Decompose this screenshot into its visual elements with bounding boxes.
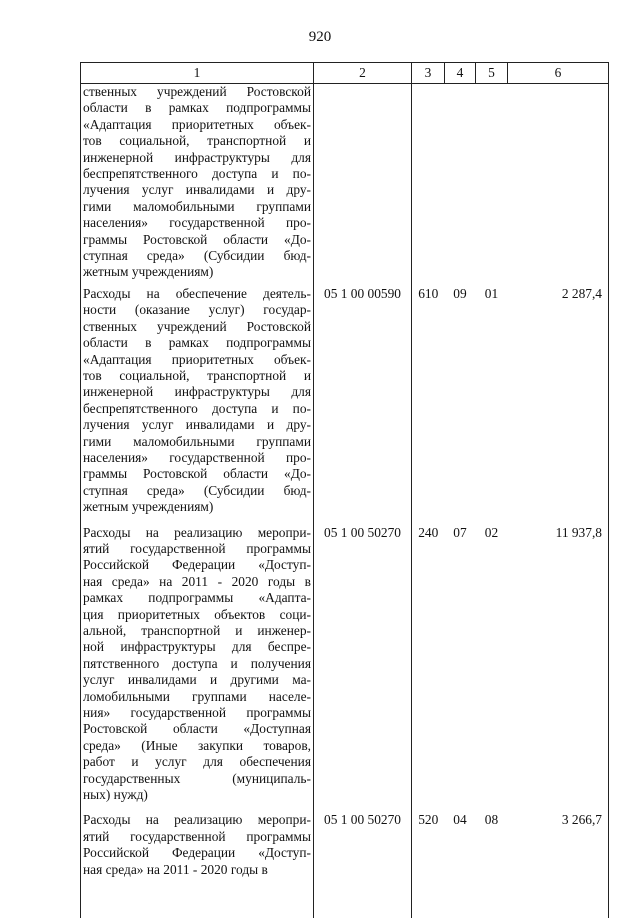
column-header: 1 — [81, 63, 314, 84]
description-line: ятий государственной программы — [83, 541, 311, 557]
table-body — [81, 84, 609, 918]
column-header: 2 — [314, 63, 412, 84]
description-line: Российской Федерации «Доступ- — [83, 557, 311, 573]
description-line: работ и услуг для обеспечения — [83, 754, 311, 770]
column-header: 4 — [445, 63, 476, 84]
row-description — [81, 84, 314, 286]
description-line: Расходы на обеспечение деятель- — [83, 286, 311, 302]
budget-classification-code: 05 1 00 00590 — [314, 286, 412, 525]
description-line: гими маломобильными группами — [83, 199, 311, 215]
description-line: населения» государственной про- — [83, 450, 311, 466]
description-line: гими маломобильными группами — [83, 434, 311, 450]
section-code: 04 — [445, 812, 476, 918]
description-line: тов социальной, транспортной и — [83, 133, 311, 149]
page-number: 920 — [0, 29, 640, 46]
description-line: ственных учреждений Ростовской — [83, 319, 311, 335]
description-line: ных) нужд) — [83, 787, 311, 803]
description-line: ция приоритетных объектов соци- — [83, 607, 311, 623]
budget-table — [80, 62, 609, 918]
section-code: 09 — [445, 286, 476, 525]
section-code: 07 — [445, 525, 476, 813]
description-line: беспрепятственного доступа и по- — [83, 401, 311, 417]
subsection-code: 02 — [476, 525, 508, 813]
column-header: 3 — [412, 63, 445, 84]
description-line: лучения услуг инвалидами и дру- — [83, 417, 311, 433]
row-description — [81, 812, 314, 918]
description-line: ния» государственной программы — [83, 705, 311, 721]
description-line: «Адаптация приоритетных объек- — [83, 117, 311, 133]
subsection-code: 08 — [476, 812, 508, 918]
description-line: инженерной инфраструктуры для — [83, 150, 311, 166]
budget-classification-code: 05 1 00 50270 — [314, 812, 412, 918]
description-line: ная среда» на 2011 - 2020 годы в — [83, 862, 311, 878]
column-header: 5 — [476, 63, 508, 84]
description-line: ности (оказание услуг) государ- — [83, 302, 311, 318]
description-line: инженерной инфраструктуры для — [83, 384, 311, 400]
description-line: ственных учреждений Ростовской — [83, 84, 311, 100]
description-line: беспрепятственного доступа и по- — [83, 166, 311, 182]
description-line: ступная среда» (Субсидии бюд- — [83, 483, 311, 499]
row-description — [81, 525, 314, 813]
description-line: государственных (муниципаль- — [83, 771, 311, 787]
table-row — [81, 286, 609, 525]
description-line: области в рамках подпрограммы — [83, 100, 311, 116]
row-description — [81, 286, 314, 525]
description-line: лучения услуг инвалидами и дру- — [83, 182, 311, 198]
table-row — [81, 84, 609, 286]
description-line: жетным учреждениям) — [83, 499, 311, 515]
description-line: среда» (Иные закупки товаров, — [83, 738, 311, 754]
subsection-code — [476, 84, 508, 286]
section-code — [445, 84, 476, 286]
description-line: ной инфраструктуры для беспре- — [83, 639, 311, 655]
expense-type-code: 520 — [412, 812, 445, 918]
description-line: пятственного доступа и получения — [83, 656, 311, 672]
description-line: граммы Ростовской области «До- — [83, 232, 311, 248]
description-line: альной, транспортной и инженер- — [83, 623, 311, 639]
amount-value: 2 287,4 — [508, 286, 609, 525]
table-row — [81, 812, 609, 918]
expense-type-code: 240 — [412, 525, 445, 813]
expense-type-code: 610 — [412, 286, 445, 525]
amount-value — [508, 84, 609, 286]
description-line: Ростовской области «Доступная — [83, 721, 311, 737]
expense-type-code — [412, 84, 445, 286]
table-header-row — [81, 63, 609, 84]
amount-value: 11 937,8 — [508, 525, 609, 813]
description-line: населения» государственной про- — [83, 215, 311, 231]
description-line: рамках подпрограммы «Адапта- — [83, 590, 311, 606]
table-row — [81, 525, 609, 813]
description-line: ступная среда» (Субсидии бюд- — [83, 248, 311, 264]
description-line: жетным учреждениям) — [83, 264, 311, 280]
amount-value: 3 266,7 — [508, 812, 609, 918]
description-line: ная среда» на 2011 - 2020 годы в — [83, 574, 311, 590]
description-line: «Адаптация приоритетных объек- — [83, 352, 311, 368]
description-line: тов социальной, транспортной и — [83, 368, 311, 384]
description-line: Российской Федерации «Доступ- — [83, 845, 311, 861]
description-line: граммы Ростовской области «До- — [83, 466, 311, 482]
column-header: 6 — [508, 63, 609, 84]
description-line: ятий государственной программы — [83, 829, 311, 845]
budget-classification-code: 05 1 00 50270 — [314, 525, 412, 813]
description-line: области в рамках подпрограммы — [83, 335, 311, 351]
description-line: ломобильными группами населе- — [83, 689, 311, 705]
description-line: услуг инвалидами и другими ма- — [83, 672, 311, 688]
description-line: Расходы на реализацию меропри- — [83, 525, 311, 541]
budget-classification-code — [314, 84, 412, 286]
description-line: Расходы на реализацию меропри- — [83, 812, 311, 828]
subsection-code: 01 — [476, 286, 508, 525]
